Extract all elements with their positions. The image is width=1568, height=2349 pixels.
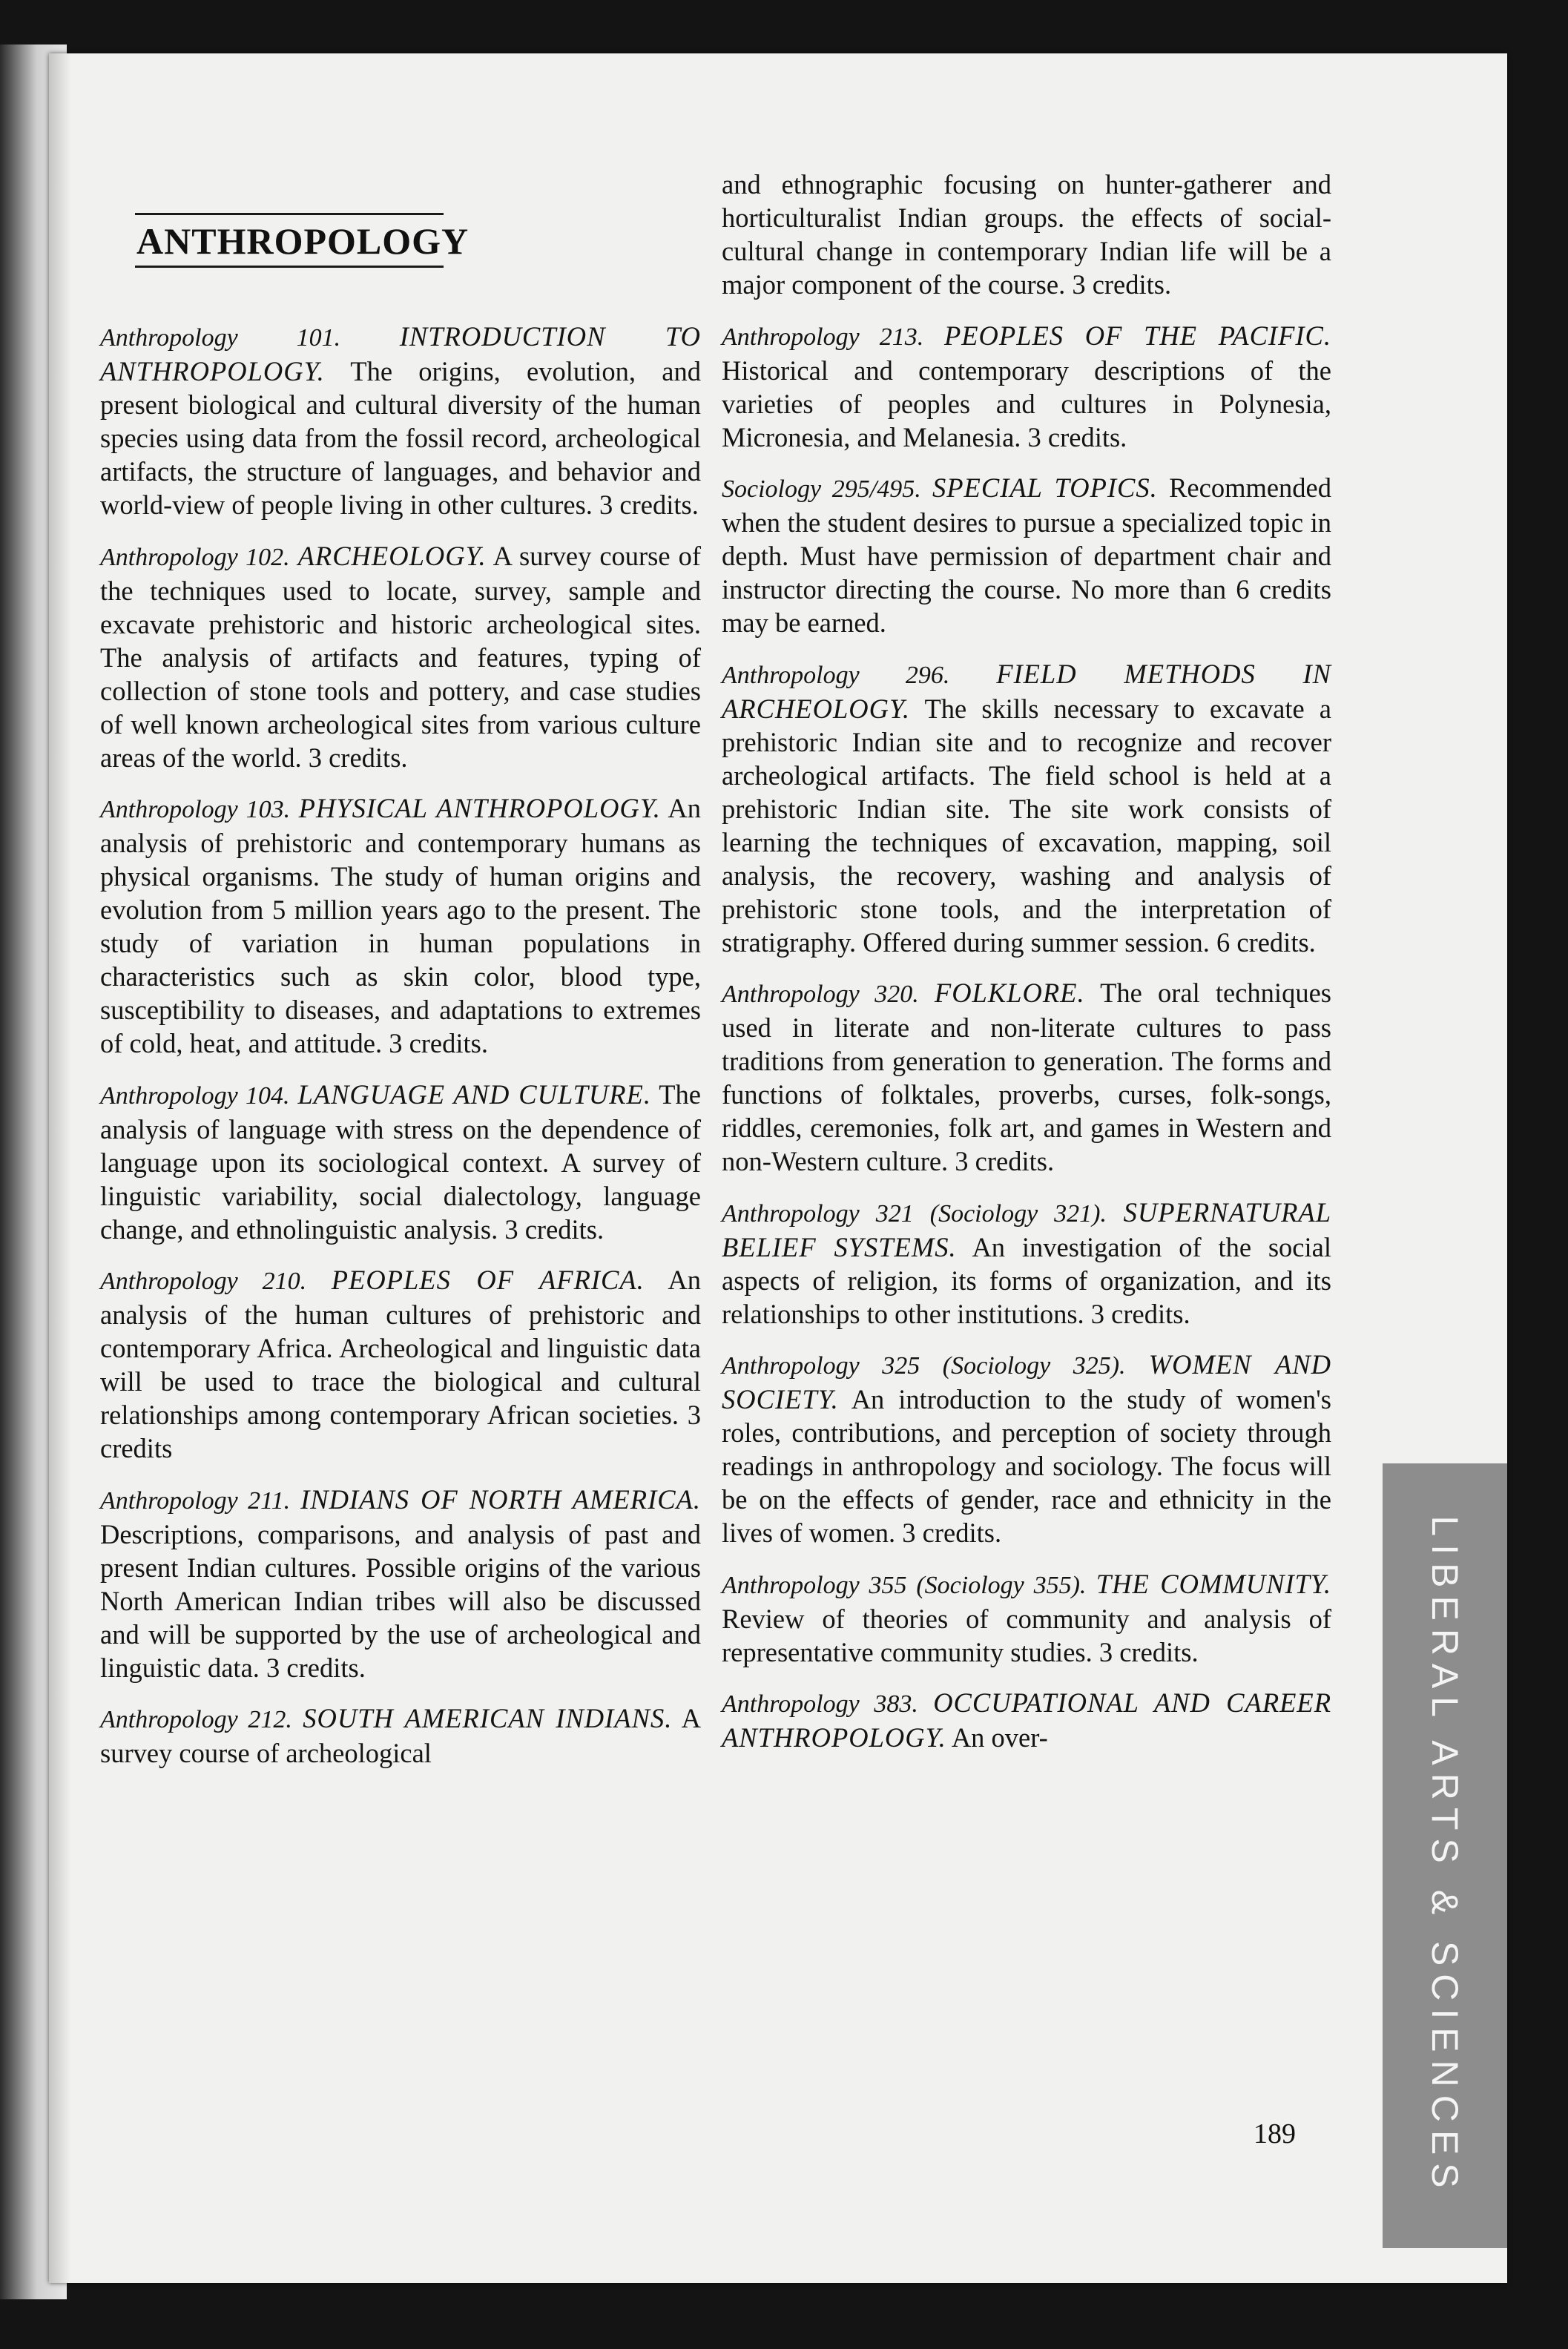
course-description: Recommended when the student desires to pursue a specialized topic in depth. Must have permission of department chair and instructor directing the course. No more than 6 credits may be earned. [722, 472, 1332, 638]
course-title: OCCUPATIONAL AND CAREER ANTHROPOLOGY. [722, 1687, 1331, 1753]
left-column [100, 320, 701, 1788]
course-code: Sociology 295/495. [722, 475, 921, 503]
course-entry [100, 1078, 701, 1246]
course-description: A survey course of the techniques used to locate, survey, sample and excavate prehistoric and historic archeological sites. The analysis of artifacts and features, typing of collection of stone tools and pottery, and case studies of well known archeological sites from various culture areas of the world. 3 credits. [100, 540, 701, 773]
course-description: An introduction to the study of women's roles, contributions, and perception of society through readings in anthropology and sociology. The focus will be on the effects of gender, race and ethnicity in the lives of women. 3 credits. [722, 1384, 1331, 1548]
course-entry [722, 471, 1331, 639]
course-code: Anthropology 213. [722, 323, 924, 351]
side-tab-label: LIBERAL ARTS & SCIENCES [1424, 1515, 1466, 2196]
course-code: Anthropology 210. [100, 1268, 307, 1295]
title-rule-bottom [135, 266, 444, 268]
course-title: FOLKLORE. [934, 978, 1085, 1008]
course-description: Descriptions, comparisons, and analysis of past and present Indian cultures. Possible origins of the various North American Indian tribes will also be discussed and will be supported by the use of archeological and linguistic data. 3 credits. [100, 1518, 701, 1683]
course-description: An analysis of the human cultures of prehistoric and contemporary Africa. Archeological and linguistic data will be used to trace the biological and cultural relationships among contemporary African societies. 3 credits [100, 1265, 701, 1463]
course-title: FIELD METHODS IN ARCHEOLOGY. [722, 658, 1331, 724]
title-rule-top [135, 213, 444, 215]
course-entry [722, 1196, 1331, 1331]
section-title: ANTHROPOLOGY [136, 220, 470, 262]
course-title: INTRODUCTION TO ANTHROPOLOGY. [100, 321, 701, 386]
course-description: An investigation of the social aspects of religion, its forms of organization, and its relationships to other institutions. 3 credits. [722, 1231, 1331, 1329]
course-title: SUPERNATURAL BELIEF SYSTEMS. [722, 1196, 1331, 1262]
course-title: ARCHEOLOGY. [297, 540, 487, 571]
course-entry [722, 319, 1331, 454]
course-description: and ethnographic focusing on hunter-gatherer and horticulturalist Indian groups. the effects of social-cultural change in contemporary Indian life will be a major component of the course. 3 credits. [722, 169, 1331, 300]
right-column [722, 168, 1331, 1772]
page-number: 189 [1254, 2118, 1296, 2149]
course-description: The skills necessary to excavate a prehistoric Indian site and to recognize and recover archeological artifacts. The field school is held at a prehistoric Indian site. The site work consists of learning the techniques of excavation, mapping, soil analysis, the recovery, washing and analysis of prehistoric stone tools, and the interpretation of stratigraphy. Offered during summer session. 6 credits. [722, 693, 1331, 958]
course-code: Anthropology 320. [722, 981, 919, 1008]
page-fold-shadow [49, 53, 71, 2283]
course-code: Anthropology 103. [100, 796, 291, 823]
course-code: Anthropology 212. [100, 1706, 292, 1733]
course-description: An over- [951, 1722, 1048, 1753]
course-title: WOMEN AND SOCIETY. [722, 1349, 1331, 1414]
course-title: THE COMMUNITY. [1096, 1568, 1332, 1599]
course-entry [100, 1701, 701, 1770]
course-description: The analysis of language with stress on the dependence of language upon its sociological context. A survey of linguistic variability, social dialectology, language change, and ethnolinguistic analysis. 3 credits. [100, 1078, 701, 1245]
course-title: INDIANS OF NORTH AMERICA. [300, 1483, 701, 1515]
course-entry [722, 168, 1331, 301]
course-entry [722, 1348, 1331, 1549]
course-description: The origins, evolution, and present biological and cultural diversity of the human species using data from the fossil record, archeological artifacts, the structure of languages, and behavior and world-view of people living in other cultures. 3 credits. [100, 356, 701, 520]
course-code: Anthropology 102. [100, 543, 290, 571]
course-description: The oral techniques used in literate and non-literate cultures to pass traditions from generation to generation. The forms and functions of folktales, proverbs, curses, folk-songs, riddles, ceremonies, folk art, and games in Western and non-Western culture. 3 credits. [722, 978, 1331, 1176]
course-description: Historical and contemporary descriptions of the varieties of peoples and cultures in Polynesia, Micronesia, and Melanesia. 3 credits. [722, 355, 1331, 452]
course-entry [100, 1263, 701, 1465]
course-code: Anthropology 355 (Sociology 355). [722, 1571, 1087, 1599]
course-code: Anthropology 383. [722, 1690, 918, 1718]
course-title: PEOPLES OF THE PACIFIC. [943, 320, 1332, 351]
course-entry [100, 1483, 701, 1684]
course-title: SOUTH AMERICAN INDIANS. [303, 1703, 673, 1733]
course-entry [100, 320, 701, 521]
course-code: Anthropology 296. [722, 661, 950, 689]
course-description: Review of theories of community and analysis of representative community studies. 3 credits. [722, 1603, 1331, 1667]
course-entry [722, 1686, 1331, 1754]
course-code: Anthropology 211. [100, 1486, 291, 1515]
course-entry [100, 791, 701, 1060]
course-title: SPECIAL TOPICS. [932, 472, 1158, 503]
course-entry [722, 657, 1331, 959]
course-entry [722, 976, 1331, 1178]
course-title: PHYSICAL ANTHROPOLOGY. [298, 793, 661, 823]
course-description: A survey course of archeological [100, 1703, 701, 1768]
course-code: Anthropology 325 (Sociology 325). [722, 1352, 1126, 1380]
course-code: Anthropology 101. [100, 324, 341, 352]
course-entry [722, 1567, 1331, 1669]
course-code: Anthropology 321 (Sociology 321). [722, 1199, 1107, 1228]
course-entry [100, 539, 701, 774]
course-title: LANGUAGE AND CULTURE. [297, 1078, 651, 1110]
course-code: Anthropology 104. [100, 1081, 290, 1110]
course-description: An analysis of prehistoric and contemporary humans as physical organisms. The study of human origins and evolution from 5 million years ago to the present. The study of variation in human populations in characteristics such as skin color, blood type, susceptibility to diseases, and adaptations to extremes of cold, heat, and attitude. 3 credits. [100, 793, 701, 1058]
course-title: PEOPLES OF AFRICA. [331, 1265, 645, 1295]
